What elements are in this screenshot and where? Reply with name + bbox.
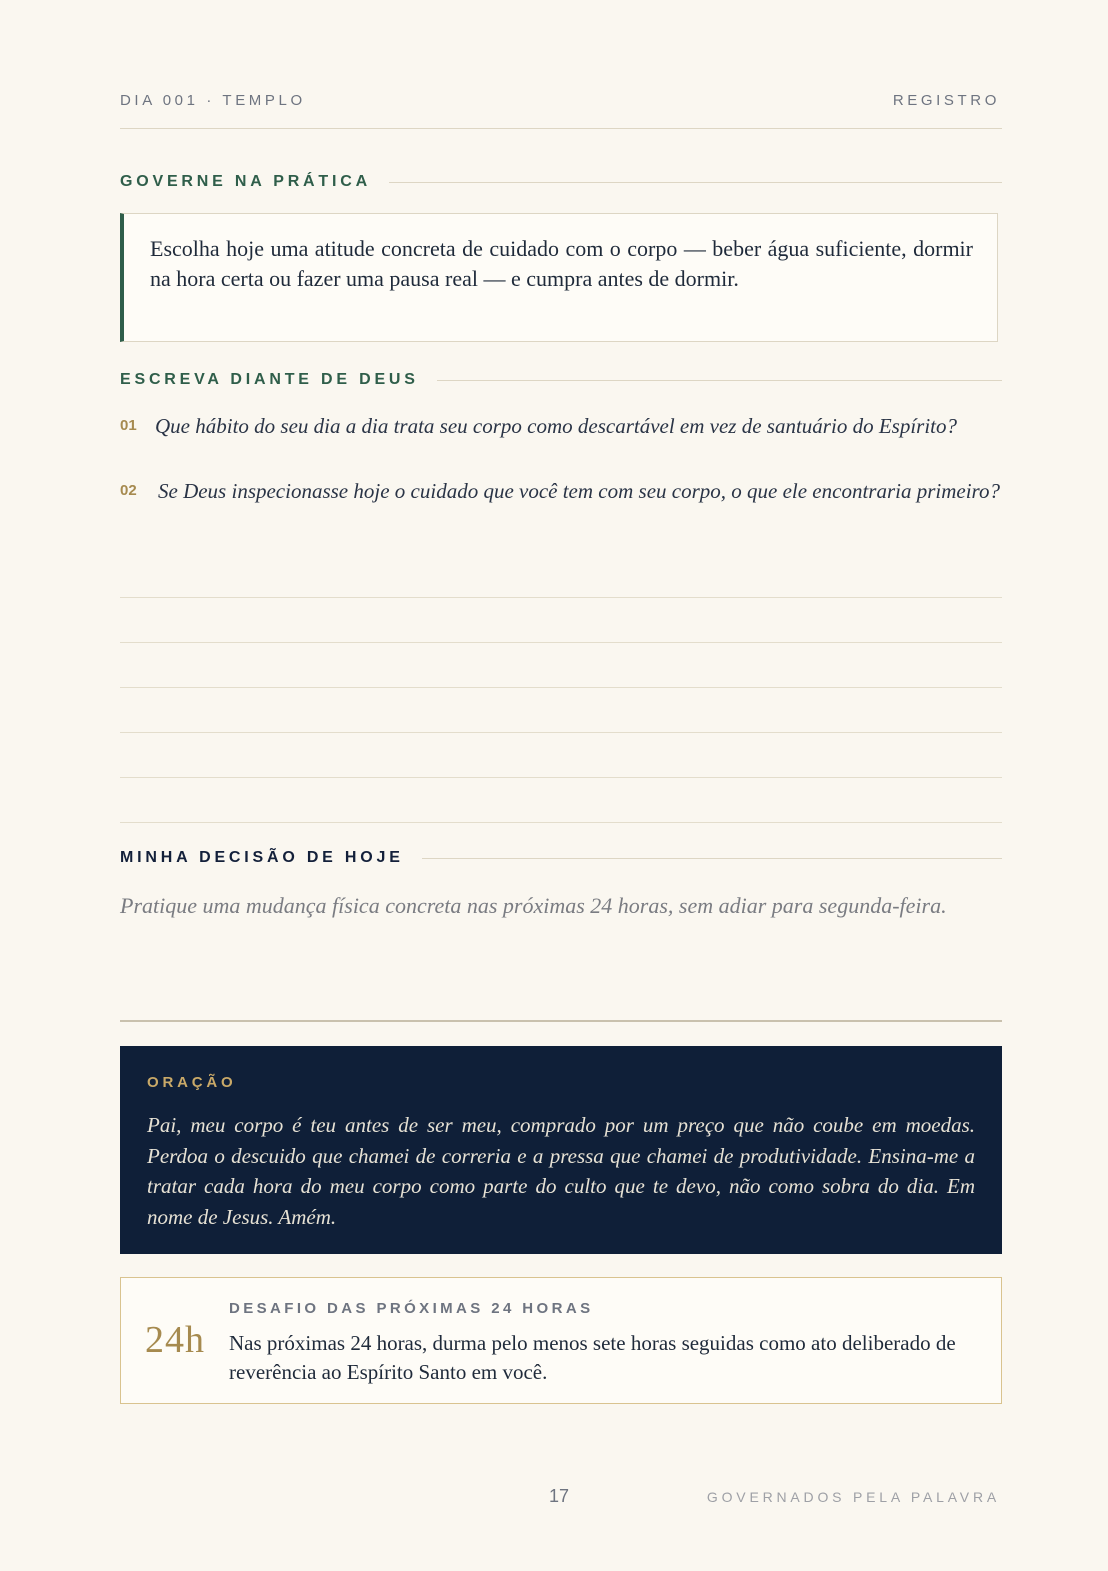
question-number: 02 [120,482,137,499]
writing-line[interactable] [120,732,1002,733]
write-section-heading [120,371,1002,389]
challenge-label: DESAFIO DAS PRÓXIMAS 24 HORAS [229,1300,594,1317]
practice-section-heading [120,173,1002,191]
page-number: 17 [548,1486,570,1506]
question-text: Que hábito do seu dia a dia trata seu corpo como descartável em vez de santuário do Espírito? [155,414,957,438]
header-divider [120,128,1002,129]
question-item-2 [120,477,1000,506]
challenge-text: Nas próximas 24 horas, durma pelo menos sete horas seguidas como ato deliberado de reverência ao Espírito Santo em você. [229,1331,956,1384]
question-text: Se Deus inspecionasse hoje o cuidado que você tem com seu corpo, o que ele encontraria primeiro? [158,479,1000,503]
decision-section-label: MINHA DECISÃO DE HOJE [120,849,404,866]
writing-line[interactable] [120,822,1002,823]
prayer-panel [120,1046,1002,1254]
question-item-1 [120,412,1000,441]
practice-text: Escolha hoje uma atitude concreta de cuidado com o corpo — beber água suficiente, dormir na hora certa ou fazer uma pausa real — e cumpra antes de dormir. [150,236,973,291]
writing-line[interactable] [120,597,1002,598]
writing-line[interactable] [120,687,1002,688]
writing-line[interactable] [120,642,1002,643]
writing-line[interactable] [120,777,1002,778]
prayer-text: Pai, meu corpo é teu antes de ser meu, comprado por um preço que não coube em moedas. Perdoa o descuido que chamei de correria e a pressa que chamei de produtividade. Ensina-me a tratar cada hora do meu corpo como parte do culto que te devo, não como sobra do dia. Em nome de Jesus. Amém. [147,1113,975,1229]
challenge-panel [120,1277,1002,1404]
decision-underline [120,1020,1002,1022]
write-section-label: ESCREVA DIANTE DE DEUS [120,371,419,388]
prayer-label: ORAÇÃO [147,1074,237,1091]
practice-callout [120,213,998,342]
decision-heading-rule [422,858,1002,859]
write-heading-rule [437,380,1002,381]
footer-brand: GOVERNADOS PELA PALAVRA [706,1489,1000,1505]
practice-heading-rule [389,182,1002,183]
practice-section-label: GOVERNE NA PRÁTICA [120,173,371,190]
decision-section-heading [120,849,1002,867]
header-section-label: REGISTRO [892,92,1000,109]
header-day-label: DIA 001 · TEMPLO [120,92,306,109]
challenge-24h-mark: 24h [145,1319,205,1361]
decision-prompt[interactable]: Pratique uma mudança física concreta nas próximas 24 horas, sem adiar para segunda-feira. [120,893,947,918]
question-number: 01 [120,417,137,434]
